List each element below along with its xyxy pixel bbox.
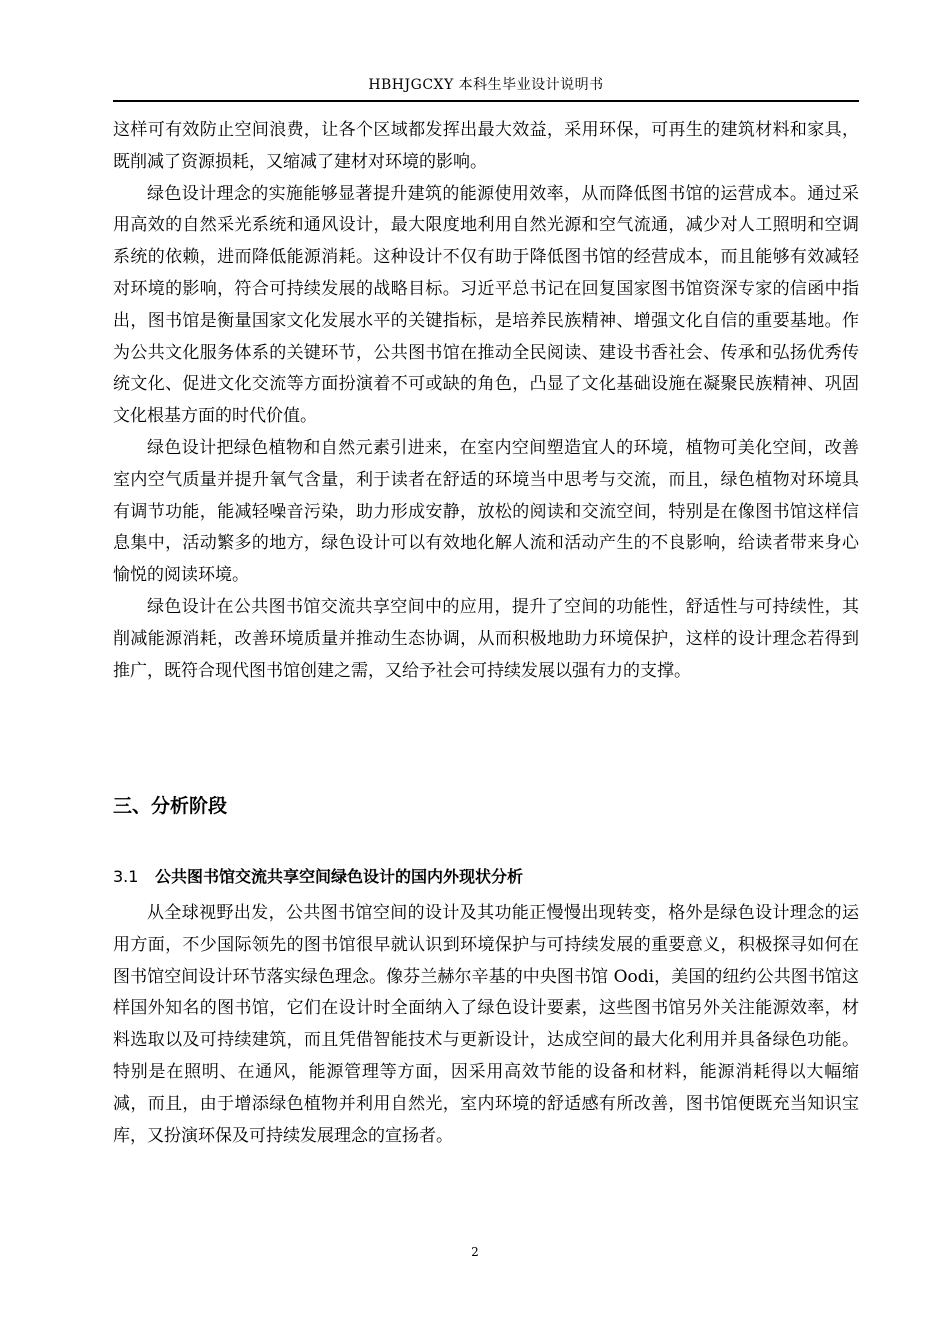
paragraph-global-status: 从全球视野出发，公共图书馆空间的设计及其功能正慢慢出现转变，格外是绿色设计理念的运用方面，不少国际领先的图书馆很早就认识到环境保护与可持续发展的重要意义，积极探寻如何在图书馆空间设计环节落实绿色理念。像芬兰赫尔辛基的中央图书馆 Oodi，美国的纽约公共图书馆这样国外知名的图书馆，它们在设计时全面纳入了绿色设计要素，这些图书馆另外关注能源效率，材料选取以及可持续建筑，而且凭借智能技术与更新设计，达成空间的最大化利用并具备绿色功能。特别是在照明、在通风，能源管理等方面，因采用高效节能的设备和材料，能源消耗得以大幅缩减，而且，由于增添绿色植物并利用自然光，室内环境的舒适感有所改善，图书馆便既充当知识宝库，又扮演环保及可持续发展理念的宣扬者。 [113,903,859,1146]
header-divider [113,100,859,102]
paragraph-summary: 绿色设计在公共图书馆交流共享空间中的应用，提升了空间的功能性，舒适性与可持续性，其削减能源消耗，改善环境质量并推动生态协调，从而积极地助力环境保护，这样的设计理念若得到推广，既符合现代图书馆创建之需，又给予社会可持续发展以强有力的支撑。 [113,596,859,681]
subsection-title: 公共图书馆交流共享空间绿色设计的国内外现状分析 [155,867,524,886]
paragraph-continued: 这样可有效防止空间浪费，让各个区域都发挥出最大效益，采用环保，可再生的建筑材料和家具，既削减了资源损耗，又缩减了建材对环境的影响。 [113,120,859,172]
body-text-analysis [113,898,859,1152]
page-number: 2 [471,1245,479,1259]
body-text-section [113,115,859,687]
subsection-number: 3.1 [113,867,139,886]
section-heading: 三、分析阶段 [113,795,228,817]
paragraph-energy-efficiency: 绿色设计理念的实施能够显著提升建筑的能源使用效率，从而降低图书馆的运营成本。通过采用高效的自然采光系统和通风设计，最大限度地利用自然光源和空气流通，减少对人工照明和空调系统的依赖，进而降低能源消耗。这种设计不仅有助于降低图书馆的经营成本，而且能够有效减轻对环境的影响，符合可持续发展的战略目标。习近平总书记在回复国家图书馆资深专家的信函中指出，图书馆是衡量国家文化发展水平的关键指标，是培养民族精神、增强文化自信的重要基地。作为公共文化服务体系的关键环节，公共图书馆在推动全民阅读、建设书香社会、传承和弘扬优秀传统文化、促进文化交流等方面扮演着不可或缺的角色，凸显了文化基础设施在凝聚民族精神、巩固文化根基方面的时代价值。 [113,183,859,427]
page-header: HBHJGCXY 本科生毕业设计说明书 [368,77,604,93]
paragraph-green-plants: 绿色设计把绿色植物和自然元素引进来，在室内空间塑造宜人的环境，植物可美化空间，改善室内空气质量并提升氧气含量，利于读者在舒适的环境当中思考与交流，而且，绿色植物对环境具有调节功能，能减轻噪音污染，助力形成安静，放松的阅读和交流空间，特别是在像图书馆这样信息集中，活动繁多的地方，绿色设计可以有效地化解人流和活动产生的不良影响，给读者带来身心愉悦的阅读环境。 [113,437,859,586]
subsection-heading [113,866,523,888]
